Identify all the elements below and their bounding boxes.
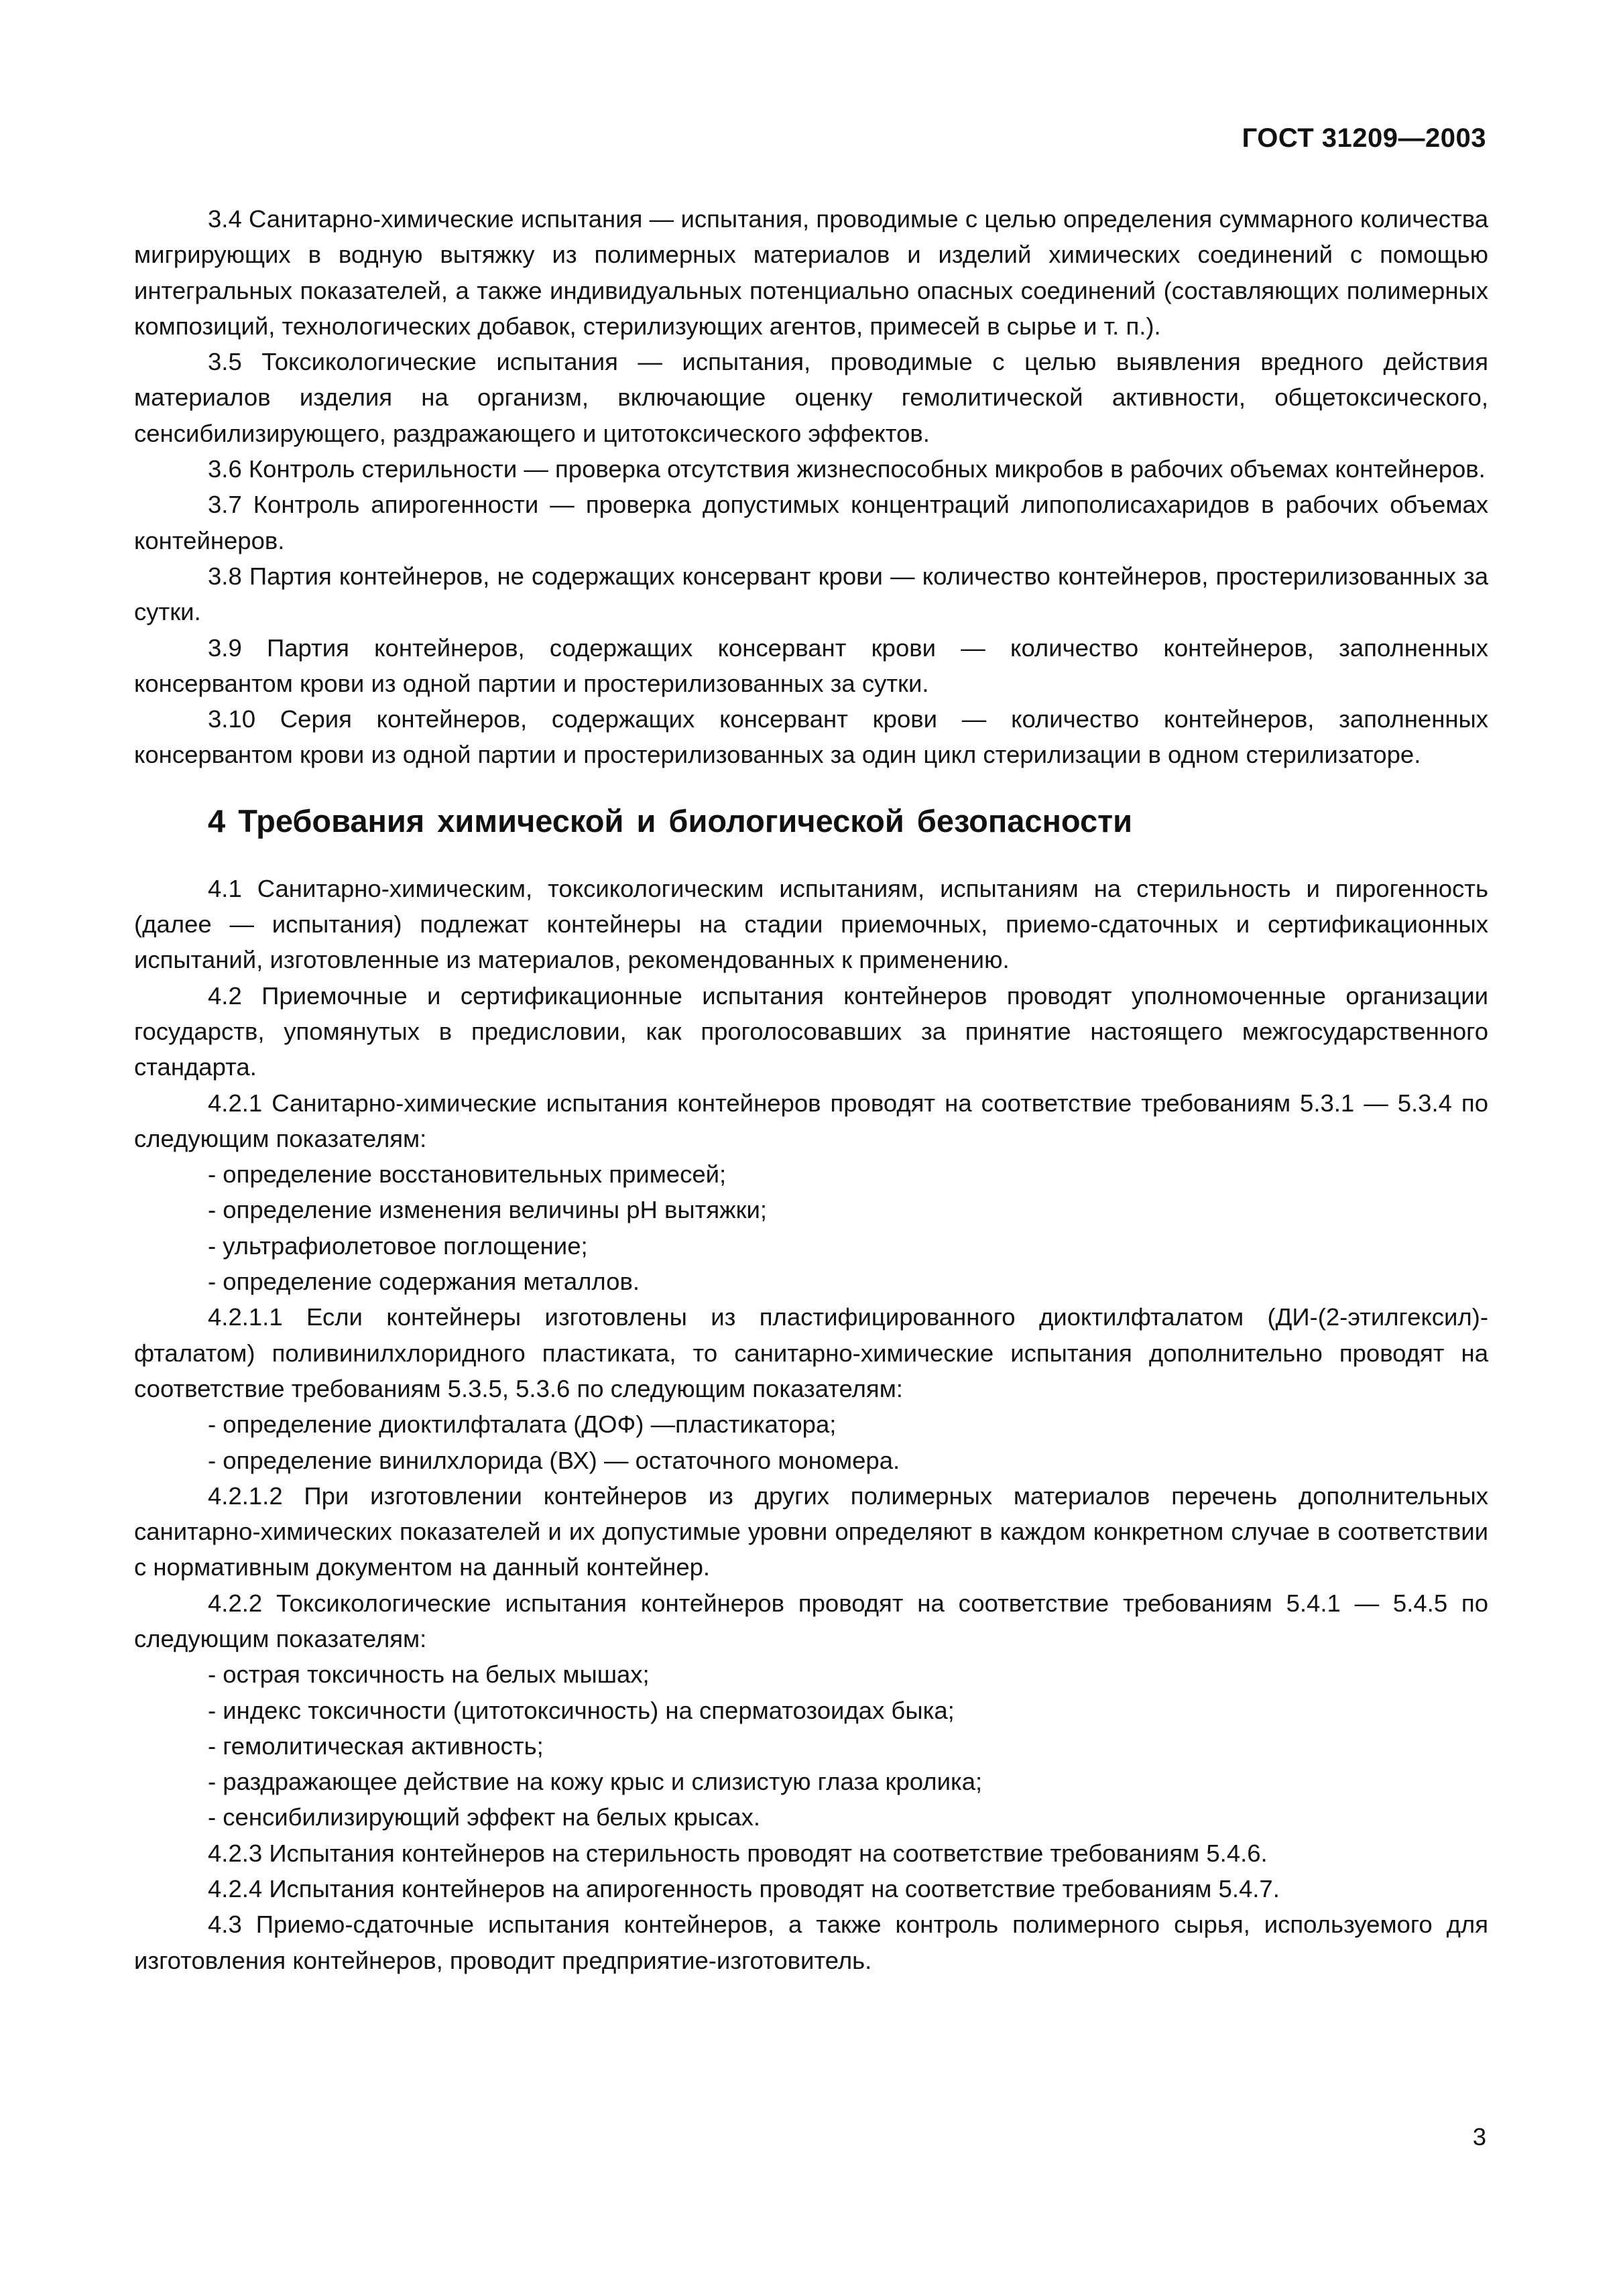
paragraph-4-2: 4.2 Приемочные и сертификационные испытания контейнеров проводят уполномоченные организации государств, упомянутых в предисловии, как проголосовавших за принятие настоящего межгосударственного стандарта.: [134, 981, 1488, 1081]
list-item: - гемолитическая активность;: [208, 1732, 544, 1760]
document-body: [134, 201, 1488, 1978]
paragraph-4-2-1-1: 4.2.1.1 Если контейнеры изготовлены из пластифицированного диоктилфталатом (ДИ-(2-этилгексил)-фталатом) поливинилхлоридного пластиката, то санитарно-химические испытания дополнительно проводят на соответствие требованиям 5.3.5, 5.3.6 по следующим показателям:: [134, 1303, 1488, 1402]
page-number: 3: [1472, 2123, 1486, 2151]
paragraph-4-2-2: 4.2.2 Токсикологические испытания контейнеров проводят на соответствие требованиям 5.4.1 — 5.4.5 по следующим показателям:: [134, 1589, 1488, 1652]
section-4-heading: 4 Требования химической и биологической безопасности: [208, 802, 1133, 839]
paragraph-4-2-1-2: 4.2.1.2 При изготовлении контейнеров из других полимерных материалов перечень дополнительных санитарно-химических показателей и их допустимые уровни определяют в каждом конкретном случае в соответствии с нормативным документом на данный контейнер.: [134, 1482, 1488, 1581]
list-item: - определение изменения величины pH вытяжки;: [208, 1196, 768, 1224]
paragraph-4-2-3: 4.2.3 Испытания контейнеров на стерильность проводят на соответствие требованиям 5.4.6.: [208, 1839, 1268, 1867]
paragraph-3-9: 3.9 Партия контейнеров, содержащих консервант крови — количество контейнеров, заполненных консервантом крови из одной партии и простерилизованных за сутки.: [134, 633, 1488, 697]
paragraph-3-8: 3.8 Партия контейнеров, не содержащих консервант крови — количество контейнеров, простерилизованных за сутки.: [134, 562, 1488, 626]
list-item: - определение диоктилфталата (ДОФ) —пластикатора;: [208, 1410, 837, 1439]
list-item: - раздражающее действие на кожу крыс и слизистую глаза кролика;: [208, 1768, 983, 1796]
standard-designation: ГОСТ 31209—2003: [1242, 123, 1486, 153]
paragraph-4-3: 4.3 Приемо-сдаточные испытания контейнеров, а также контроль полимерного сырья, используемого для изготовления контейнеров, проводит предприятие-изготовитель.: [134, 1911, 1488, 1974]
paragraph-3-10: 3.10 Серия контейнеров, содержащих консервант крови — количество контейнеров, заполненных консервантом крови из одной партии и простерилизованных за один цикл стерилизации в одном стерилизаторе.: [134, 705, 1488, 769]
paragraph-4-1: 4.1 Санитарно-химическим, токсикологическим испытаниям, испытаниям на стерильность и пирогенность (далее — испытания) подлежат контейнеры на стадии приемочных, приемо-сдаточных и сертификационных испытаний, изготовленные из материалов, рекомендованных к применению.: [134, 874, 1488, 974]
list-item: - индекс токсичности (цитотоксичность) на сперматозоидах быка;: [208, 1696, 955, 1724]
paragraph-3-4: 3.4 Санитарно-химические испытания — испытания, проводимые с целью определения суммарного количества мигрирующих в водную вытяжку из полимерных материалов и изделий химических соединений с помощью интегральных показателей, а также индивидуальных потенциально опасных соединений (составляющих полимерных композиций, технологических добавок, стерилизующих агентов, примесей в сырье и т. п.).: [134, 205, 1488, 340]
list-item: - определение содержания металлов.: [208, 1268, 640, 1296]
paragraph-3-5: 3.5 Токсикологические испытания — испытания, проводимые с целью выявления вредного действия материалов изделия на организм, включающие оценку гемолитической активности, общетоксического, сенсибилизирующего, раздражающего и цитотоксического эффектов.: [134, 348, 1488, 447]
list-item: - острая токсичность на белых мышах;: [208, 1660, 650, 1689]
list-item: - сенсибилизирующий эффект на белых крысах.: [208, 1803, 760, 1831]
list-item: - ультрафиолетовое поглощение;: [208, 1231, 588, 1260]
list-item: - определение винилхлорида (ВХ) — остаточного мономера.: [208, 1446, 900, 1474]
paragraph-4-2-4: 4.2.4 Испытания контейнеров на апирогенность проводят на соответствие требованиям 5.4.7.: [208, 1875, 1280, 1903]
paragraph-3-6: 3.6 Контроль стерильности — проверка отсутствия жизнеспособных микробов в рабочих объемах контейнеров.: [208, 455, 1486, 483]
paragraph-3-7: 3.7 Контроль апирогенности — проверка допустимых концентраций липополисахаридов в рабочих объемах контейнеров.: [134, 491, 1488, 554]
list-item: - определение восстановительных примесей;: [208, 1160, 727, 1189]
paragraph-4-2-1: 4.2.1 Санитарно-химические испытания контейнеров проводят на соответствие требованиям 5.3.1 — 5.3.4 по следующим показателям:: [134, 1089, 1488, 1152]
